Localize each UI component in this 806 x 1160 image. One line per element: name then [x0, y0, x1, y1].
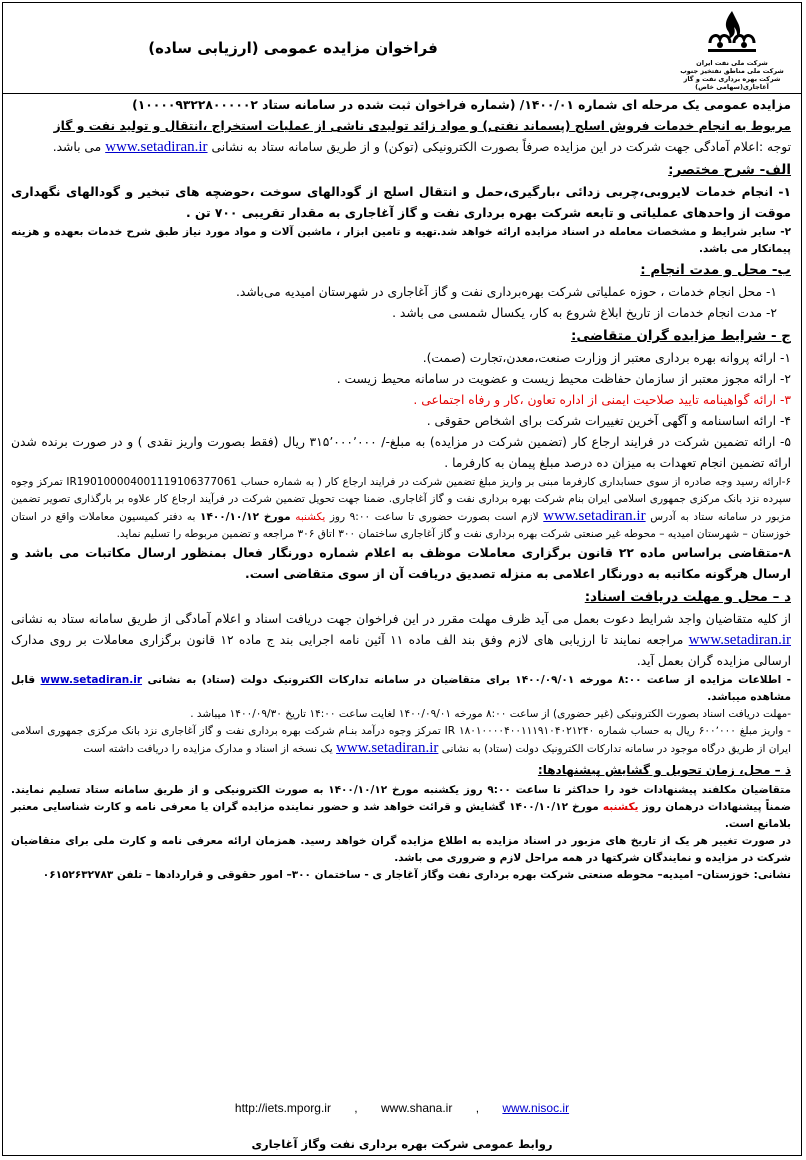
link-iets[interactable]: http://iets.mporg.ir — [234, 1101, 331, 1115]
links-row — [3, 1101, 801, 1115]
section-d-info-3-tail: یک نسخه از اسناد و مدارک مزایده را دریافت داشته است — [83, 743, 333, 755]
section-d-info-1 — [11, 672, 791, 706]
section-d-title: د – محل و مهلت دریافت اسناد: — [584, 589, 791, 605]
contact-address: نشانی: خوزستان– امیدیه– محوطه صنعتی شرکت بهره برداری نفت وگاز آغاجار ی - ساختمان ۳۰۰– امور حقوقی و قراردادها – تلفن ۰۶۱۵۲۶۳۲۷۸۳ — [42, 869, 791, 881]
setadiran-link[interactable]: www.setadiran.ir — [105, 139, 208, 155]
deadline-day: یکشنبه — [295, 511, 326, 523]
section-d-info-3 — [11, 723, 791, 758]
section-e-para-1 — [11, 782, 791, 833]
section-d-para-1-text: از کلیه متقاضیان واجد شرایط دعوت بعمل می آید ظرف مهلت مقرر در این فراخوان جهت دریافت اسناد و اعلام آمادگی از طریق سامانه ستاد به نشانی — [11, 612, 791, 626]
intro-line-2: مربوط به انجام خدمات فروش اسلج (پسماند نفتی) و مواد زائد تولیدی ناشی از عملیات استخراج ،انتقال و تولید نفت و گاز — [53, 119, 791, 133]
logo-caption-2: شرکت ملی مناطق نفتخیز جنوب — [680, 67, 784, 75]
section-a-item-2: ۲- سایر شرایط و مشخصات معامله در اسناد مزایده ارائه خواهد شد.تهیه و تامین ابزار ، ماشین آلات و مواد مورد نیاز طبق شرح خدمات بعهده و هزینه پیمانکار می باشد. — [11, 226, 791, 255]
link-shana[interactable]: www.shana.ir — [380, 1101, 453, 1115]
section-b-item-2: ۲- مدت انجام خدمات از تاریخ ابلاغ شروع به کار، یکسال شمسی می باشد . — [392, 306, 777, 320]
section-c-item-6-mid: لازم است بصورت حضوری تا ساعت ۹:۰۰ روز — [329, 511, 539, 523]
section-c-title: ج - شرایط مزایده گران متقاضی: — [570, 328, 791, 344]
section-e-para-2: در صورت تغییر هر یک از تاریخ های مزبور در اسناد مزایده به اطلاع مزایده گران خواهد رسید. همزمان ارائه معرفی نامه و کارت ملی برای متقاضیان شرکت در مزایده و نمایندگان شرکتها در همه مراحل لازم و ضروری می باشد. — [11, 835, 791, 864]
section-c-item-1: ۱- ارائه پروانه بهره برداری معتبر از وزارت صنعت،معدن،تجارت (صمت). — [422, 351, 791, 365]
section-d-para-1 — [11, 609, 791, 672]
section-d-info-3-text: - واریز مبلغ ۶۰۰٬۰۰۰ ریال به حساب شماره IR ۱۸۰۱۰۰۰۰۴۰۰۱۱۱۹۱۰۴۰۲۱۲۴۰ تمرکز وجوه درآمد بنـام شرکت بهره برداری نفت و گاز آغاجاری نزد بانک مرکزی جمهوری اسلامی ایران از طریق درگاه موجود در سامانه تدارکات الکترونیک دولت (ستاد) به نشانی — [11, 725, 791, 755]
section-c-item-6 — [11, 474, 791, 543]
section-c-item-2: ۲- ارائه مجوز معتبر از سازمان حفاظت محیط زیست و عضویت در سامانه محیط زیست . — [336, 372, 791, 386]
intro-note — [11, 137, 791, 158]
logo-caption-3: شرکت بهره برداری نفت و گاز آغاجاری(سهامی خاص) — [683, 75, 781, 91]
intro-note-tail: می باشد. — [52, 140, 102, 154]
intro-note-text: توجه :اعلام آمادگی جهت شرکت در این مزایده صرفاً بصورت الکترونیکی (توکن) و از طریق سامانه ستاد به نشانی — [211, 140, 791, 154]
section-b-item-1: ۱- محل انجام خدمات ، حوزه عملیاتی شرکت بهره‌برداری نفت و گاز آغاجاری در شهرستان امیدیه می‌باشد. — [236, 285, 777, 299]
section-c-item-4: ۴- ارائه اساسنامه و آگهی آخرین تغییرات شرکت برای اشخاص حقوقی . — [426, 414, 791, 428]
link-separator: , — [475, 1101, 480, 1115]
link-nisoc[interactable]: www.nisoc.ir — [502, 1101, 570, 1115]
footer-signature: روابط عمومی شرکت بهره برداری نفت وگاز آغاجاری — [251, 1137, 553, 1151]
intro-line-1: مزایده عمومی یک مرحله ای شماره ۱۴۰۰/۰۱/ (شماره فراخوان ثبت شده در سامانه ستاد ۱۰۰۰۰۹۳۲۲۸۰۰۰۰۰۲) — [132, 98, 791, 112]
company-logo — [677, 9, 787, 91]
setadiran-link[interactable]: www.setadiran.ir — [688, 632, 791, 648]
deadline-date: مورخ ۱۴۰۰/۱۰/۱۲ — [200, 511, 291, 523]
section-c-item-8: ۸-متقاضی براساس ماده ۲۲ قانون برگزاری معاملات موظف به اعلام شماره دورنگار فعال بمنظور ارسال مکاتبات می باشد و ارسال هرگونه مکاتبه به دورنگار اعلامی به منزله تصدیق دریافت آن از سوی متقاضی است. — [11, 546, 791, 581]
section-a-item-1: ۱- انجام خدمات لایروبی،چربی زدائی ،بارگیری،حمل و انتقال اسلج از گودالهای سوخت ،حوضچه های تبخیر و گودالهای نگهداری موقت از واحدهای عملیاتی و تابعه شرکت بهره برداری نفت و گاز آغاجاری به مقدار تقریبی ۷۰۰ تن . — [11, 185, 791, 220]
setadiran-link[interactable]: www.setadiran.ir — [336, 740, 439, 756]
section-b-title: ب- محل و مدت انجام : — [640, 262, 791, 278]
section-d-info-1-text: - اطلاعات مزایده از ساعت ۸:۰۰ مورخه ۱۴۰۰/۰۹/۰۱ برای متقاضیان در سامانه تدارکات الکترونیک دولت (ستاد) به نشانی — [147, 674, 792, 686]
opening-day: یکشنبه — [602, 801, 639, 813]
section-c-item-3: ۳- ارائه گواهینامه تایید صلاحیت ایمنی از اداره تعاون ،کار و رفاه اجتماعی . — [413, 393, 791, 407]
section-e-title: ذ – محل، زمان تحویل و گشایش پیشنهادها: — [537, 763, 791, 777]
flame-logo-icon — [700, 9, 764, 59]
section-c-item-6-text: ۶-ارائه رسید وجه صادره از سوی حسابداری کارفرما مبنی بر واریز مبلغ تضمین شرکت در فرایند ارجاع کار ( به شماره حساب IR190100004001119106377061 تمرکز وجوه سپرده نزد بانک مرکزی جمهوری اسلامی ایران بنام شرکت بهره برداری نفت و گاز آغاجاری. ضمنا جهت تحویل تضمین شرکت در فرآیند ارجاع کار علاوه بر بارگذاری تصویر تضمین مزبور در سامانه ستاد به آدرس — [11, 476, 791, 523]
section-e-para-1-tail: مورخ ۱۴۰۰/۱۰/۱۲ گشایش و قرائت خواهد شد و حضور نماینده مزایده گران یا معرفی نامه و کارت شناسایی معتبر بلامانع است. — [11, 801, 791, 830]
logo-caption-1: شرکت ملی نفت ایران — [696, 59, 768, 67]
section-d-info-1-tail: قابل مشاهده میباشد. — [11, 674, 791, 703]
section-c-item-5: ۵- ارائه تضمین شرکت در فرایند ارجاع کار (تضمین شرکت در مزایده) به مبلغ-/ ۳۱۵٬۰۰۰٬۰۰۰ ریال (فقط بصورت واریز نقدی ) و در صورت برنده شدن ارائه تضمین انجام تعهدات به میزان ده درصد مبلغ پیمان به کارفرما . — [11, 435, 791, 470]
announcement-frame — [2, 2, 802, 1156]
section-a-title: الف- شرح مختصر: — [668, 162, 791, 178]
section-d-para-1-tail: مراجعه نمایند تا ارزیابی های لازم وفق بند الف ماده ۱۱ آئین نامه اجرایی بند ج ماده ۱۲ قانون برگزاری معاملات بر روی مدارک ارسالی مزایده گران بعمل آید. — [11, 633, 791, 668]
link-separator: , — [354, 1101, 358, 1115]
section-d-info-2: -مهلت دریافت اسناد بصورت الکترونیکی (غیر حضوری) از ساعت ۸:۰۰ مورخه ۱۴۰۰/۰۹/۰۱ لغایت ساعت ۱۴:۰۰ تاریخ ۱۴۰۰/۰۹/۳۰ میباشد . — [190, 708, 791, 720]
header — [3, 3, 801, 94]
setadiran-link[interactable]: www.setadiran.ir — [40, 674, 143, 686]
section-e-para-1-text: متقاضیان مکلفند پیشنهادات خود را حداکثر تا ساعت ۹:۰۰ روز یکشنبه مورخ ۱۴۰۰/۱۰/۱۲ به صورت الکترونیکی و از طریق سامانه ستاد تسلیم نمایند. ضمناً پیشنهادات درهمان روز — [11, 784, 792, 813]
setadiran-link[interactable]: www.setadiran.ir — [543, 508, 646, 524]
announcement-body — [11, 95, 791, 884]
section-c-item-6-tail: به دفتر کمیسیون معاملات واقع در استان خوزستان – شهرستان امیدیه – محوطه غیر صنعتی شرکت بهره برداری نفت و گاز آغاجاری ساختمان ۳۰۰ اتاق ۳۰۶ مراجعه و تضمین مربوطه را تسلیم نماید. — [11, 511, 791, 540]
page-title: فراخوان مزایده عمومی (ارزیابی ساده) — [148, 39, 438, 57]
